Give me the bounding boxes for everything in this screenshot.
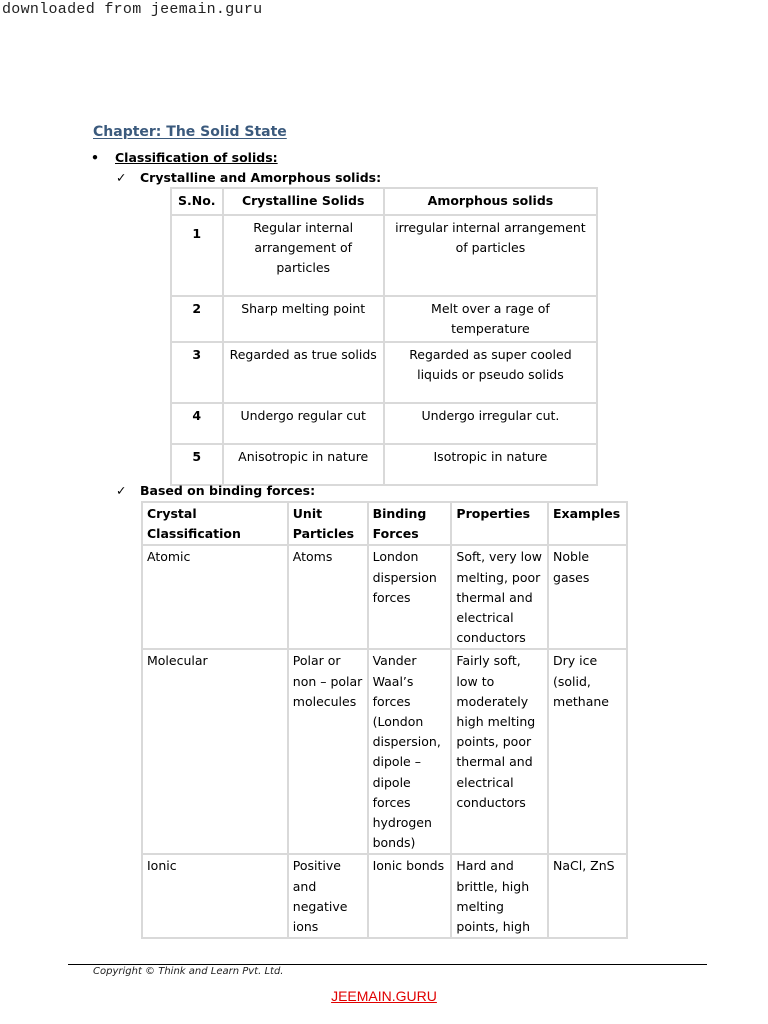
bullet-label: Based on binding forces: xyxy=(140,483,316,498)
table-row xyxy=(142,649,627,854)
table-cell: Ionic xyxy=(142,854,288,938)
table-cell: irregular internal arrangement of particles xyxy=(384,215,597,296)
table-row xyxy=(171,444,597,485)
header-cell: Unit Particles xyxy=(288,502,368,545)
bullet-dot-icon: • xyxy=(91,150,99,165)
table-header-row xyxy=(171,188,597,215)
header-cell: Examples xyxy=(548,502,627,545)
table-cell: Polar or non – polar molecules xyxy=(288,649,368,854)
footer-divider xyxy=(68,964,707,965)
table-row xyxy=(171,403,597,444)
header-cell: Binding Forces xyxy=(368,502,452,545)
checkmark-icon: ✓ xyxy=(116,170,127,185)
bullet-label: Classification of solids: xyxy=(115,150,278,165)
table-cell: Undergo irregular cut. xyxy=(384,403,597,444)
bullet-classification xyxy=(91,150,278,165)
table-cell: Melt over a rage of temperature xyxy=(384,296,597,342)
table-row xyxy=(142,854,627,938)
binding-forces-table xyxy=(141,501,628,939)
table-cell: Undergo regular cut xyxy=(223,403,384,444)
header-cell: Amorphous solids xyxy=(384,188,597,215)
table-cell: Molecular xyxy=(142,649,288,854)
table-cell: Anisotropic in nature xyxy=(223,444,384,485)
table-cell: Atoms xyxy=(288,545,368,649)
serial-cell: 1 xyxy=(171,215,223,296)
table-cell: Vander Waal’s forces (London dispersion, dipole – dipole forces hydrogen bonds) xyxy=(368,649,452,854)
table-cell: Noble gases xyxy=(548,545,627,649)
bullet-crystalline-amorphous xyxy=(116,170,381,185)
table-row xyxy=(171,215,597,296)
crystalline-amorphous-table xyxy=(170,187,598,486)
table-cell: Hard and brittle, high melting points, high xyxy=(451,854,548,938)
serial-cell: 3 xyxy=(171,342,223,403)
table-cell: Atomic xyxy=(142,545,288,649)
bullet-label: Crystalline and Amorphous solids: xyxy=(140,170,382,185)
checkmark-icon: ✓ xyxy=(116,483,127,498)
table-cell: Regular internal arrangement of particles xyxy=(223,215,384,296)
table-row xyxy=(142,545,627,649)
table-cell: Regarded as super cooled liquids or pseudo solids xyxy=(384,342,597,403)
serial-cell: 4 xyxy=(171,403,223,444)
table-cell: NaCl, ZnS xyxy=(548,854,627,938)
bullet-binding-forces xyxy=(116,483,315,498)
header-cell: Crystalline Solids xyxy=(223,188,384,215)
table-cell: Positive and negative ions xyxy=(288,854,368,938)
table-row xyxy=(171,296,597,342)
table-cell: London dispersion forces xyxy=(368,545,452,649)
serial-cell: 2 xyxy=(171,296,223,342)
table-cell: Sharp melting point xyxy=(223,296,384,342)
table-header-row xyxy=(142,502,627,545)
serial-cell: 5 xyxy=(171,444,223,485)
header-cell: S.No. xyxy=(171,188,223,215)
table-cell: Fairly soft, low to moderately high melting points, poor thermal and electrical conductors xyxy=(451,649,548,854)
table-cell: Isotropic in nature xyxy=(384,444,597,485)
header-cell: Crystal Classification xyxy=(142,502,288,545)
table-cell: Ionic bonds xyxy=(368,854,452,938)
table-cell: Regarded as true solids xyxy=(223,342,384,403)
watermark-text: downloaded from jeemain.guru xyxy=(2,1,263,18)
header-cell: Properties xyxy=(451,502,548,545)
jeemain-guru-link[interactable]: JEEMAIN.GURU xyxy=(331,988,437,1004)
table-row xyxy=(171,342,597,403)
chapter-title: Chapter: The Solid State xyxy=(93,124,287,140)
table-cell: Dry ice (solid, methane xyxy=(548,649,627,854)
table-cell: Soft, very low melting, poor thermal and electrical conductors xyxy=(451,545,548,649)
copyright-text: Copyright © Think and Learn Pvt. Ltd. xyxy=(93,966,284,977)
